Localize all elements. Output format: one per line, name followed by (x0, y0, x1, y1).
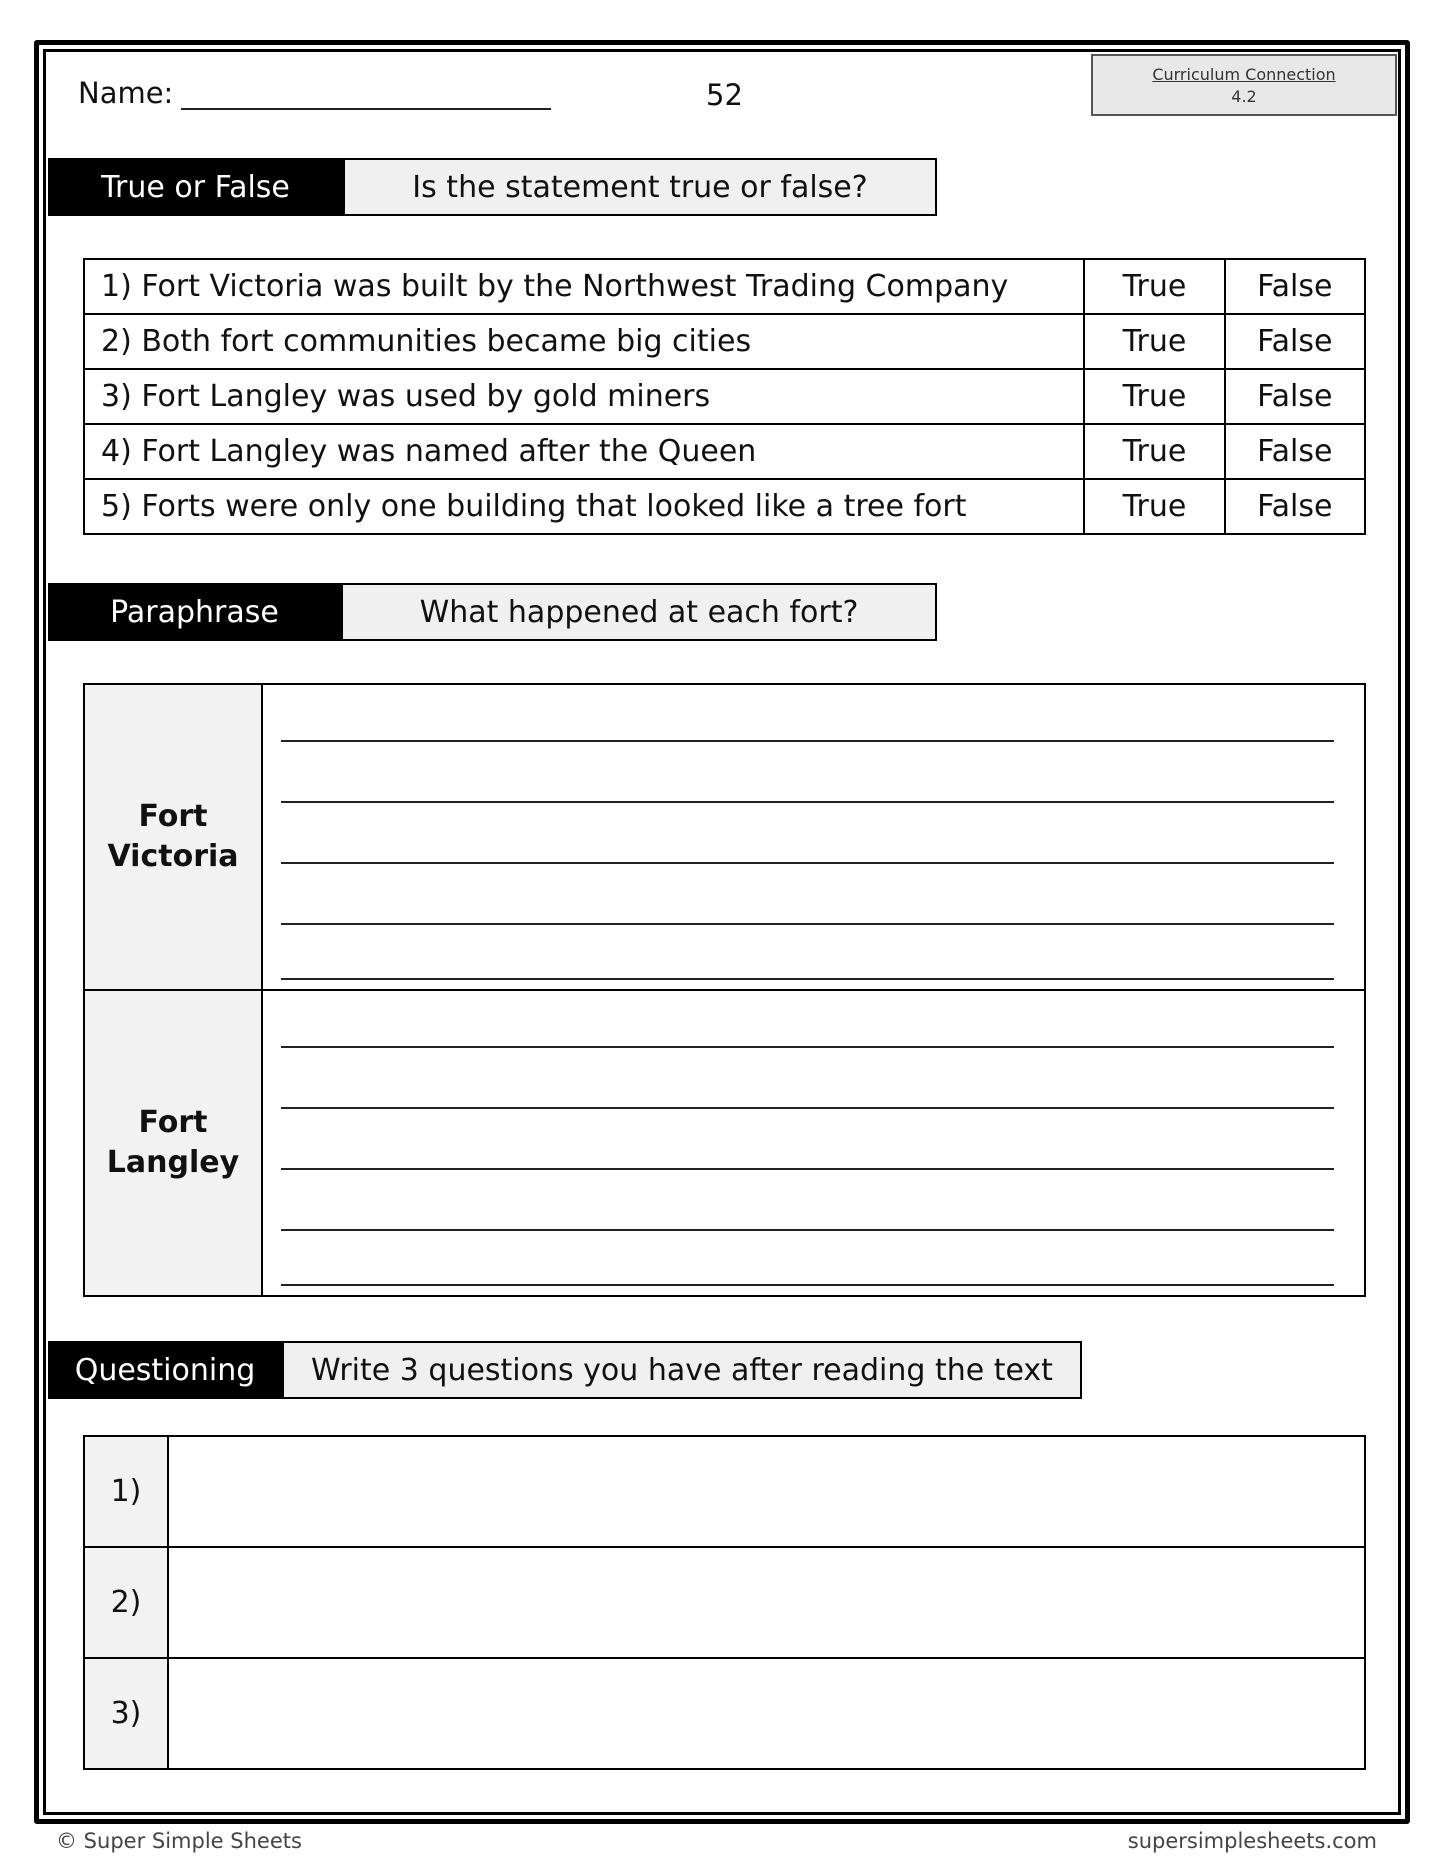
table-row (84, 1658, 1365, 1769)
question-answer-box[interactable] (168, 1436, 1365, 1547)
table-row (84, 479, 1365, 534)
questioning-prompt: Write 3 questions you have after reading the text (282, 1341, 1082, 1399)
fort-label-line: Fort (138, 799, 208, 834)
paraphrase-header (48, 583, 937, 641)
false-option[interactable]: False (1225, 259, 1365, 314)
table-row (84, 1547, 1365, 1658)
page-number: 52 (706, 78, 743, 112)
name-label: Name: (78, 76, 174, 110)
question-number: 2) (84, 1547, 168, 1658)
table-row (84, 424, 1365, 479)
true-option[interactable]: True (1084, 314, 1224, 369)
table-row (84, 259, 1365, 314)
questioning-tag: Questioning (48, 1341, 282, 1399)
question-answer-box[interactable] (168, 1658, 1365, 1769)
true-false-prompt: Is the statement true or false? (343, 158, 937, 216)
question-number: 1) (84, 1436, 168, 1547)
fort-label-line: Fort (138, 1105, 208, 1140)
writing-line (281, 1284, 1334, 1286)
statement: 1) Fort Victoria was built by the Northwest Trading Company (84, 259, 1084, 314)
table-row (84, 369, 1365, 424)
true-false-table (83, 258, 1366, 535)
paraphrase-prompt: What happened at each fort? (341, 583, 937, 641)
writing-line (281, 1229, 1334, 1231)
false-option[interactable]: False (1225, 424, 1365, 479)
writing-line (281, 923, 1334, 925)
curriculum-connection-box (1091, 54, 1397, 116)
website-text: supersimplesheets.com (1127, 1829, 1377, 1853)
table-row (84, 314, 1365, 369)
writing-line (281, 740, 1334, 742)
statement: 2) Both fort communities became big cities (84, 314, 1084, 369)
statement: 3) Fort Langley was used by gold miners (84, 369, 1084, 424)
fort-victoria-answer-area[interactable] (262, 684, 1365, 990)
fort-langley-answer-area[interactable] (262, 990, 1365, 1296)
questioning-header (48, 1341, 1082, 1399)
fort-label-line: Langley (106, 1145, 240, 1180)
questions-table (83, 1435, 1366, 1770)
question-answer-box[interactable] (168, 1547, 1365, 1658)
false-option[interactable]: False (1225, 479, 1365, 534)
curriculum-code: 4.2 (1231, 87, 1257, 106)
false-option[interactable]: False (1225, 369, 1365, 424)
writing-line (281, 1168, 1334, 1170)
writing-line (281, 1046, 1334, 1048)
curriculum-label: Curriculum Connection (1152, 65, 1336, 84)
statement: 5) Forts were only one building that looked like a tree fort (84, 479, 1084, 534)
name-blank-line[interactable] (181, 78, 551, 110)
true-option[interactable]: True (1084, 259, 1224, 314)
fort-victoria-label (84, 684, 262, 990)
true-option[interactable]: True (1084, 479, 1224, 534)
fort-label-line: Victoria (107, 839, 239, 874)
table-row (84, 684, 1365, 990)
true-false-tag: True or False (48, 158, 343, 216)
true-false-header (48, 158, 937, 216)
fort-langley-label (84, 990, 262, 1296)
paraphrase-tag: Paraphrase (48, 583, 341, 641)
statement: 4) Fort Langley was named after the Queen (84, 424, 1084, 479)
question-number: 3) (84, 1658, 168, 1769)
name-field (78, 76, 551, 110)
writing-line (281, 1107, 1334, 1109)
writing-line (281, 862, 1334, 864)
table-row (84, 990, 1365, 1296)
true-option[interactable]: True (1084, 369, 1224, 424)
table-row (84, 1436, 1365, 1547)
writing-line (281, 978, 1334, 980)
true-option[interactable]: True (1084, 424, 1224, 479)
paraphrase-table (83, 683, 1366, 1297)
copyright-text: © Super Simple Sheets (56, 1829, 302, 1853)
false-option[interactable]: False (1225, 314, 1365, 369)
writing-line (281, 801, 1334, 803)
